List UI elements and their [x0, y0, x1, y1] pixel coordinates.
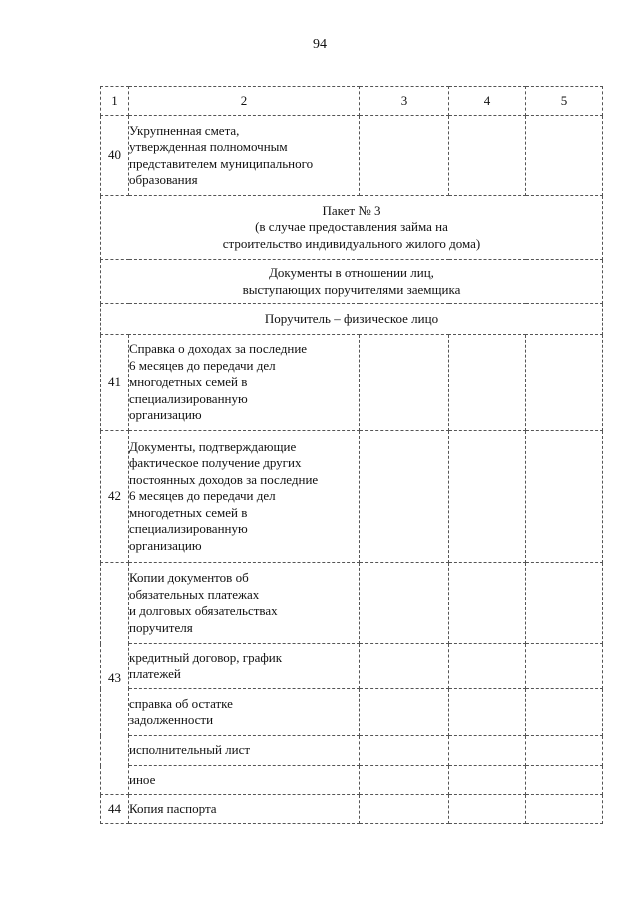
empty-cell [360, 335, 449, 431]
table-row-42 [101, 431, 603, 563]
empty-cell [360, 795, 449, 824]
section-docs-row [101, 260, 603, 304]
empty-cell [360, 689, 449, 736]
empty-cell [360, 116, 449, 196]
empty-cell [526, 335, 603, 431]
package-title: Пакет № 3 (в случае предоставления займа на строительство индивидуального жилого дома) [101, 196, 603, 260]
empty-cell [526, 766, 603, 795]
empty-cell [360, 644, 449, 689]
empty-cell [526, 116, 603, 196]
empty-cell [526, 795, 603, 824]
table-subrow [101, 689, 603, 736]
table-row-43 [101, 563, 603, 644]
empty-cell [449, 563, 526, 644]
empty-cell [360, 563, 449, 644]
section-heading: Поручитель – физическое лицо [101, 304, 603, 335]
empty-cell [449, 766, 526, 795]
header-cell-2: 2 [129, 87, 360, 116]
empty-cell [526, 689, 603, 736]
row-description: Документы, подтверждающие фактическое получение других постоянных доходов за последние 6 месяцев до передачи дел многодетных семей в специализированную организацию [129, 431, 360, 563]
empty-cell [449, 116, 526, 196]
empty-cell [526, 431, 603, 563]
row-number: 43 [101, 563, 129, 795]
header-cell-3: 3 [360, 87, 449, 116]
empty-cell [449, 795, 526, 824]
subrow-description: справка об остатке задолженности [129, 689, 360, 736]
row-description: Копии документов об обязательных платежах и долговых обязательствах поручителя [129, 563, 360, 644]
table-subrow [101, 766, 603, 795]
empty-cell [360, 736, 449, 766]
header-cell-5: 5 [526, 87, 603, 116]
empty-cell [449, 736, 526, 766]
documents-table [100, 86, 603, 824]
empty-cell [526, 644, 603, 689]
table-subrow [101, 644, 603, 689]
row-number: 44 [101, 795, 129, 824]
empty-cell [449, 431, 526, 563]
empty-cell [449, 644, 526, 689]
subrow-description: иное [129, 766, 360, 795]
table-header-row [101, 87, 603, 116]
table-subrow [101, 736, 603, 766]
subrow-description: исполнительный лист [129, 736, 360, 766]
row-description: Копия паспорта [129, 795, 360, 824]
row-description: Справка о доходах за последние 6 месяцев до передачи дел многодетных семей в специализированную организацию [129, 335, 360, 431]
empty-cell [449, 335, 526, 431]
empty-cell [449, 689, 526, 736]
empty-cell [360, 766, 449, 795]
row-description: Укрупненная смета, утвержденная полномочным представителем муниципального образования [129, 116, 360, 196]
table-row-40 [101, 116, 603, 196]
row-number: 41 [101, 335, 129, 431]
empty-cell [526, 736, 603, 766]
header-cell-1: 1 [101, 87, 129, 116]
empty-cell [360, 431, 449, 563]
empty-cell [526, 563, 603, 644]
row-number: 42 [101, 431, 129, 563]
row-number: 40 [101, 116, 129, 196]
page-number: 94 [313, 37, 327, 52]
table-row-44 [101, 795, 603, 824]
package-title-row [101, 196, 603, 260]
table-row-41 [101, 335, 603, 431]
section-heading: Документы в отношении лиц, выступающих поручителями заемщика [101, 260, 603, 304]
section-guarantor-row [101, 304, 603, 335]
header-cell-4: 4 [449, 87, 526, 116]
subrow-description: кредитный договор, график платежей [129, 644, 360, 689]
